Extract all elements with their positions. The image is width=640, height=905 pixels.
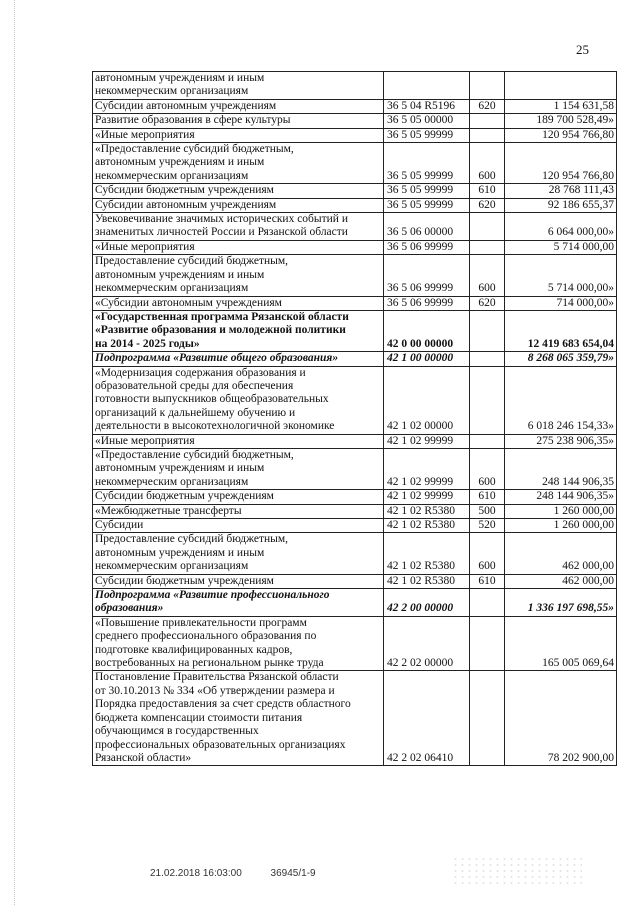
row-name-cell: Субсидии — [93, 519, 384, 533]
row-code-cell: 36 5 05 99999 — [384, 128, 470, 142]
row-type-cell — [470, 616, 505, 671]
row-code-cell: 42 1 02 R5380 — [384, 533, 470, 574]
row-code-cell: 36 5 06 99999 — [384, 240, 470, 254]
row-type-cell — [470, 114, 505, 128]
row-code-cell: 42 2 02 00000 — [384, 616, 470, 671]
table-row — [93, 352, 617, 366]
budget-table-body — [93, 72, 617, 766]
row-sum-cell: 714 000,00» — [505, 296, 617, 310]
table-row — [93, 504, 617, 518]
row-type-cell — [470, 366, 505, 434]
footer-datetime: 21.02.2018 16:03:00 — [150, 868, 242, 879]
row-code-cell: 36 5 04 R5196 — [384, 99, 470, 113]
row-sum-cell: 92 186 655,37 — [505, 198, 617, 212]
row-sum-cell: 5 714 000,00 — [505, 240, 617, 254]
row-sum-cell: 462 000,00 — [505, 533, 617, 574]
row-name-cell: Субсидии бюджетным учреждениям — [93, 574, 384, 588]
row-sum-cell: 8 268 065 359,79» — [505, 352, 617, 366]
row-name-cell: «Субсидии автономным учреждениям — [93, 296, 384, 310]
row-type-cell: 520 — [470, 519, 505, 533]
row-code-cell: 36 5 05 99999 — [384, 184, 470, 198]
row-code-cell: 42 2 00 00000 — [384, 589, 470, 617]
row-sum-cell: 120 954 766,80 — [505, 143, 617, 184]
row-type-cell — [470, 240, 505, 254]
row-code-cell: 36 5 05 99999 — [384, 198, 470, 212]
row-name-cell: Увековечивание значимых исторических событий и знаменитых личностей России и Рязанской области — [93, 213, 384, 241]
row-name-cell: Предоставление субсидий бюджетным, автономным учреждениям и иным некоммерческим организациям — [93, 255, 384, 296]
row-type-cell — [470, 589, 505, 617]
row-name-cell: Подпрограмма «Развитие общего образования» — [93, 352, 384, 366]
row-sum-cell: 6 064 000,00» — [505, 213, 617, 241]
table-row — [93, 616, 617, 671]
table-row — [93, 143, 617, 184]
row-type-cell — [470, 310, 505, 351]
row-sum-cell: 189 700 528,49» — [505, 114, 617, 128]
page-number: 25 — [576, 42, 589, 57]
row-code-cell: 36 5 06 99999 — [384, 296, 470, 310]
row-code-cell — [384, 72, 470, 100]
row-type-cell: 600 — [470, 448, 505, 489]
row-type-cell: 610 — [470, 490, 505, 504]
row-name-cell: Подпрограмма «Развитие профессионального образования» — [93, 589, 384, 617]
row-sum-cell: 5 714 000,00» — [505, 255, 617, 296]
table-row — [93, 255, 617, 296]
table-row — [93, 128, 617, 142]
row-sum-cell: 12 419 683 654,04 — [505, 310, 617, 351]
row-code-cell: 36 5 06 00000 — [384, 213, 470, 241]
table-row — [93, 490, 617, 504]
row-sum-cell: 248 144 906,35» — [505, 490, 617, 504]
row-name-cell: «Повышение привлекательности программ среднего профессионального образования по подготовке квалифицированных кадров, востребованных на региональном рынке труда — [93, 616, 384, 671]
table-row — [93, 589, 617, 617]
row-code-cell: 42 1 02 99999 — [384, 434, 470, 448]
row-type-cell: 600 — [470, 143, 505, 184]
row-name-cell: «Предоставление субсидий бюджетным, автономным учреждениям и иным некоммерческим организациям — [93, 143, 384, 184]
row-code-cell: 36 5 06 99999 — [384, 255, 470, 296]
row-code-cell: 36 5 05 99999 — [384, 143, 470, 184]
row-name-cell: «Иные мероприятия — [93, 128, 384, 142]
row-type-cell: 500 — [470, 504, 505, 518]
table-row — [93, 366, 617, 434]
row-type-cell: 600 — [470, 255, 505, 296]
row-type-cell — [470, 213, 505, 241]
row-name-cell: «Государственная программа Рязанской области «Развитие образования и молодежной политики на 2014 - 2025 годы» — [93, 310, 384, 351]
table-row — [93, 310, 617, 351]
row-type-cell — [470, 128, 505, 142]
row-name-cell: «Иные мероприятия — [93, 240, 384, 254]
row-name-cell: Субсидии автономным учреждениям — [93, 99, 384, 113]
binding-edge — [14, 0, 16, 905]
row-code-cell: 42 1 02 R5380 — [384, 574, 470, 588]
row-name-cell: Постановление Правительства Рязанской области от 30.10.2013 № 334 «Об утверждении размера и Порядка предоставления за счет средств областного бюджета компенсации стоимости питания обучающимся в государственных профессиональных образовательных организациях Рязанской области» — [93, 671, 384, 766]
row-sum-cell: 120 954 766,80 — [505, 128, 617, 142]
faded-stamp — [452, 856, 582, 886]
row-type-cell: 610 — [470, 184, 505, 198]
row-name-cell: «Межбюджетные трансферты — [93, 504, 384, 518]
row-name-cell: «Предоставление субсидий бюджетным, автономным учреждениям и иным некоммерческим организациям — [93, 448, 384, 489]
row-sum-cell — [505, 72, 617, 100]
row-type-cell: 600 — [470, 533, 505, 574]
row-type-cell: 610 — [470, 574, 505, 588]
table-row — [93, 198, 617, 212]
row-code-cell: 42 2 02 06410 — [384, 671, 470, 766]
row-sum-cell: 1 154 631,58 — [505, 99, 617, 113]
row-sum-cell: 78 202 900,00 — [505, 671, 617, 766]
footer — [150, 868, 342, 879]
row-sum-cell: 462 000,00 — [505, 574, 617, 588]
row-name-cell: Субсидии бюджетным учреждениям — [93, 184, 384, 198]
row-sum-cell: 248 144 906,35 — [505, 448, 617, 489]
table-row — [93, 240, 617, 254]
table-row — [93, 296, 617, 310]
table-row — [93, 434, 617, 448]
row-type-cell — [470, 352, 505, 366]
row-type-cell: 620 — [470, 198, 505, 212]
row-sum-cell: 1 260 000,00 — [505, 519, 617, 533]
row-name-cell: Субсидии бюджетным учреждениям — [93, 490, 384, 504]
table-row — [93, 213, 617, 241]
row-code-cell: 36 5 05 00000 — [384, 114, 470, 128]
row-code-cell: 42 1 02 99999 — [384, 490, 470, 504]
table-row — [93, 574, 617, 588]
row-type-cell: 620 — [470, 296, 505, 310]
row-code-cell: 42 1 02 99999 — [384, 448, 470, 489]
row-sum-cell: 275 238 906,35» — [505, 434, 617, 448]
row-name-cell: «Иные мероприятия — [93, 434, 384, 448]
row-code-cell: 42 1 02 00000 — [384, 366, 470, 434]
row-name-cell: Субсидии автономным учреждениям — [93, 198, 384, 212]
table-row — [93, 99, 617, 113]
row-name-cell: автономным учреждениям и иным некоммерческим организациям — [93, 72, 384, 100]
footer-doc-number: 36945/1-9 — [270, 868, 316, 879]
row-name-cell: Предоставление субсидий бюджетным, автономным учреждениям и иным некоммерческим организациям — [93, 533, 384, 574]
row-code-cell: 42 1 00 00000 — [384, 352, 470, 366]
budget-table — [92, 71, 617, 766]
row-type-cell — [470, 434, 505, 448]
row-sum-cell: 6 018 246 154,33» — [505, 366, 617, 434]
row-type-cell: 620 — [470, 99, 505, 113]
table-row — [93, 671, 617, 766]
row-code-cell: 42 1 02 R5380 — [384, 504, 470, 518]
table-row — [93, 114, 617, 128]
row-sum-cell: 28 768 111,43 — [505, 184, 617, 198]
row-code-cell: 42 1 02 R5380 — [384, 519, 470, 533]
table-row — [93, 519, 617, 533]
row-sum-cell: 165 005 069,64 — [505, 616, 617, 671]
row-code-cell: 42 0 00 00000 — [384, 310, 470, 351]
row-name-cell: «Модернизация содержания образования и образовательной среды для обеспечения готовности выпускников общеобразовательных организаций к дальнейшему обучению и деятельности в высокотехнологичной экономике — [93, 366, 384, 434]
row-sum-cell: 1 260 000,00 — [505, 504, 617, 518]
table-row — [93, 72, 617, 100]
row-sum-cell: 1 336 197 698,55» — [505, 589, 617, 617]
table-row — [93, 533, 617, 574]
row-type-cell — [470, 671, 505, 766]
row-name-cell: Развитие образования в сфере культуры — [93, 114, 384, 128]
table-row — [93, 448, 617, 489]
row-type-cell — [470, 72, 505, 100]
table-row — [93, 184, 617, 198]
